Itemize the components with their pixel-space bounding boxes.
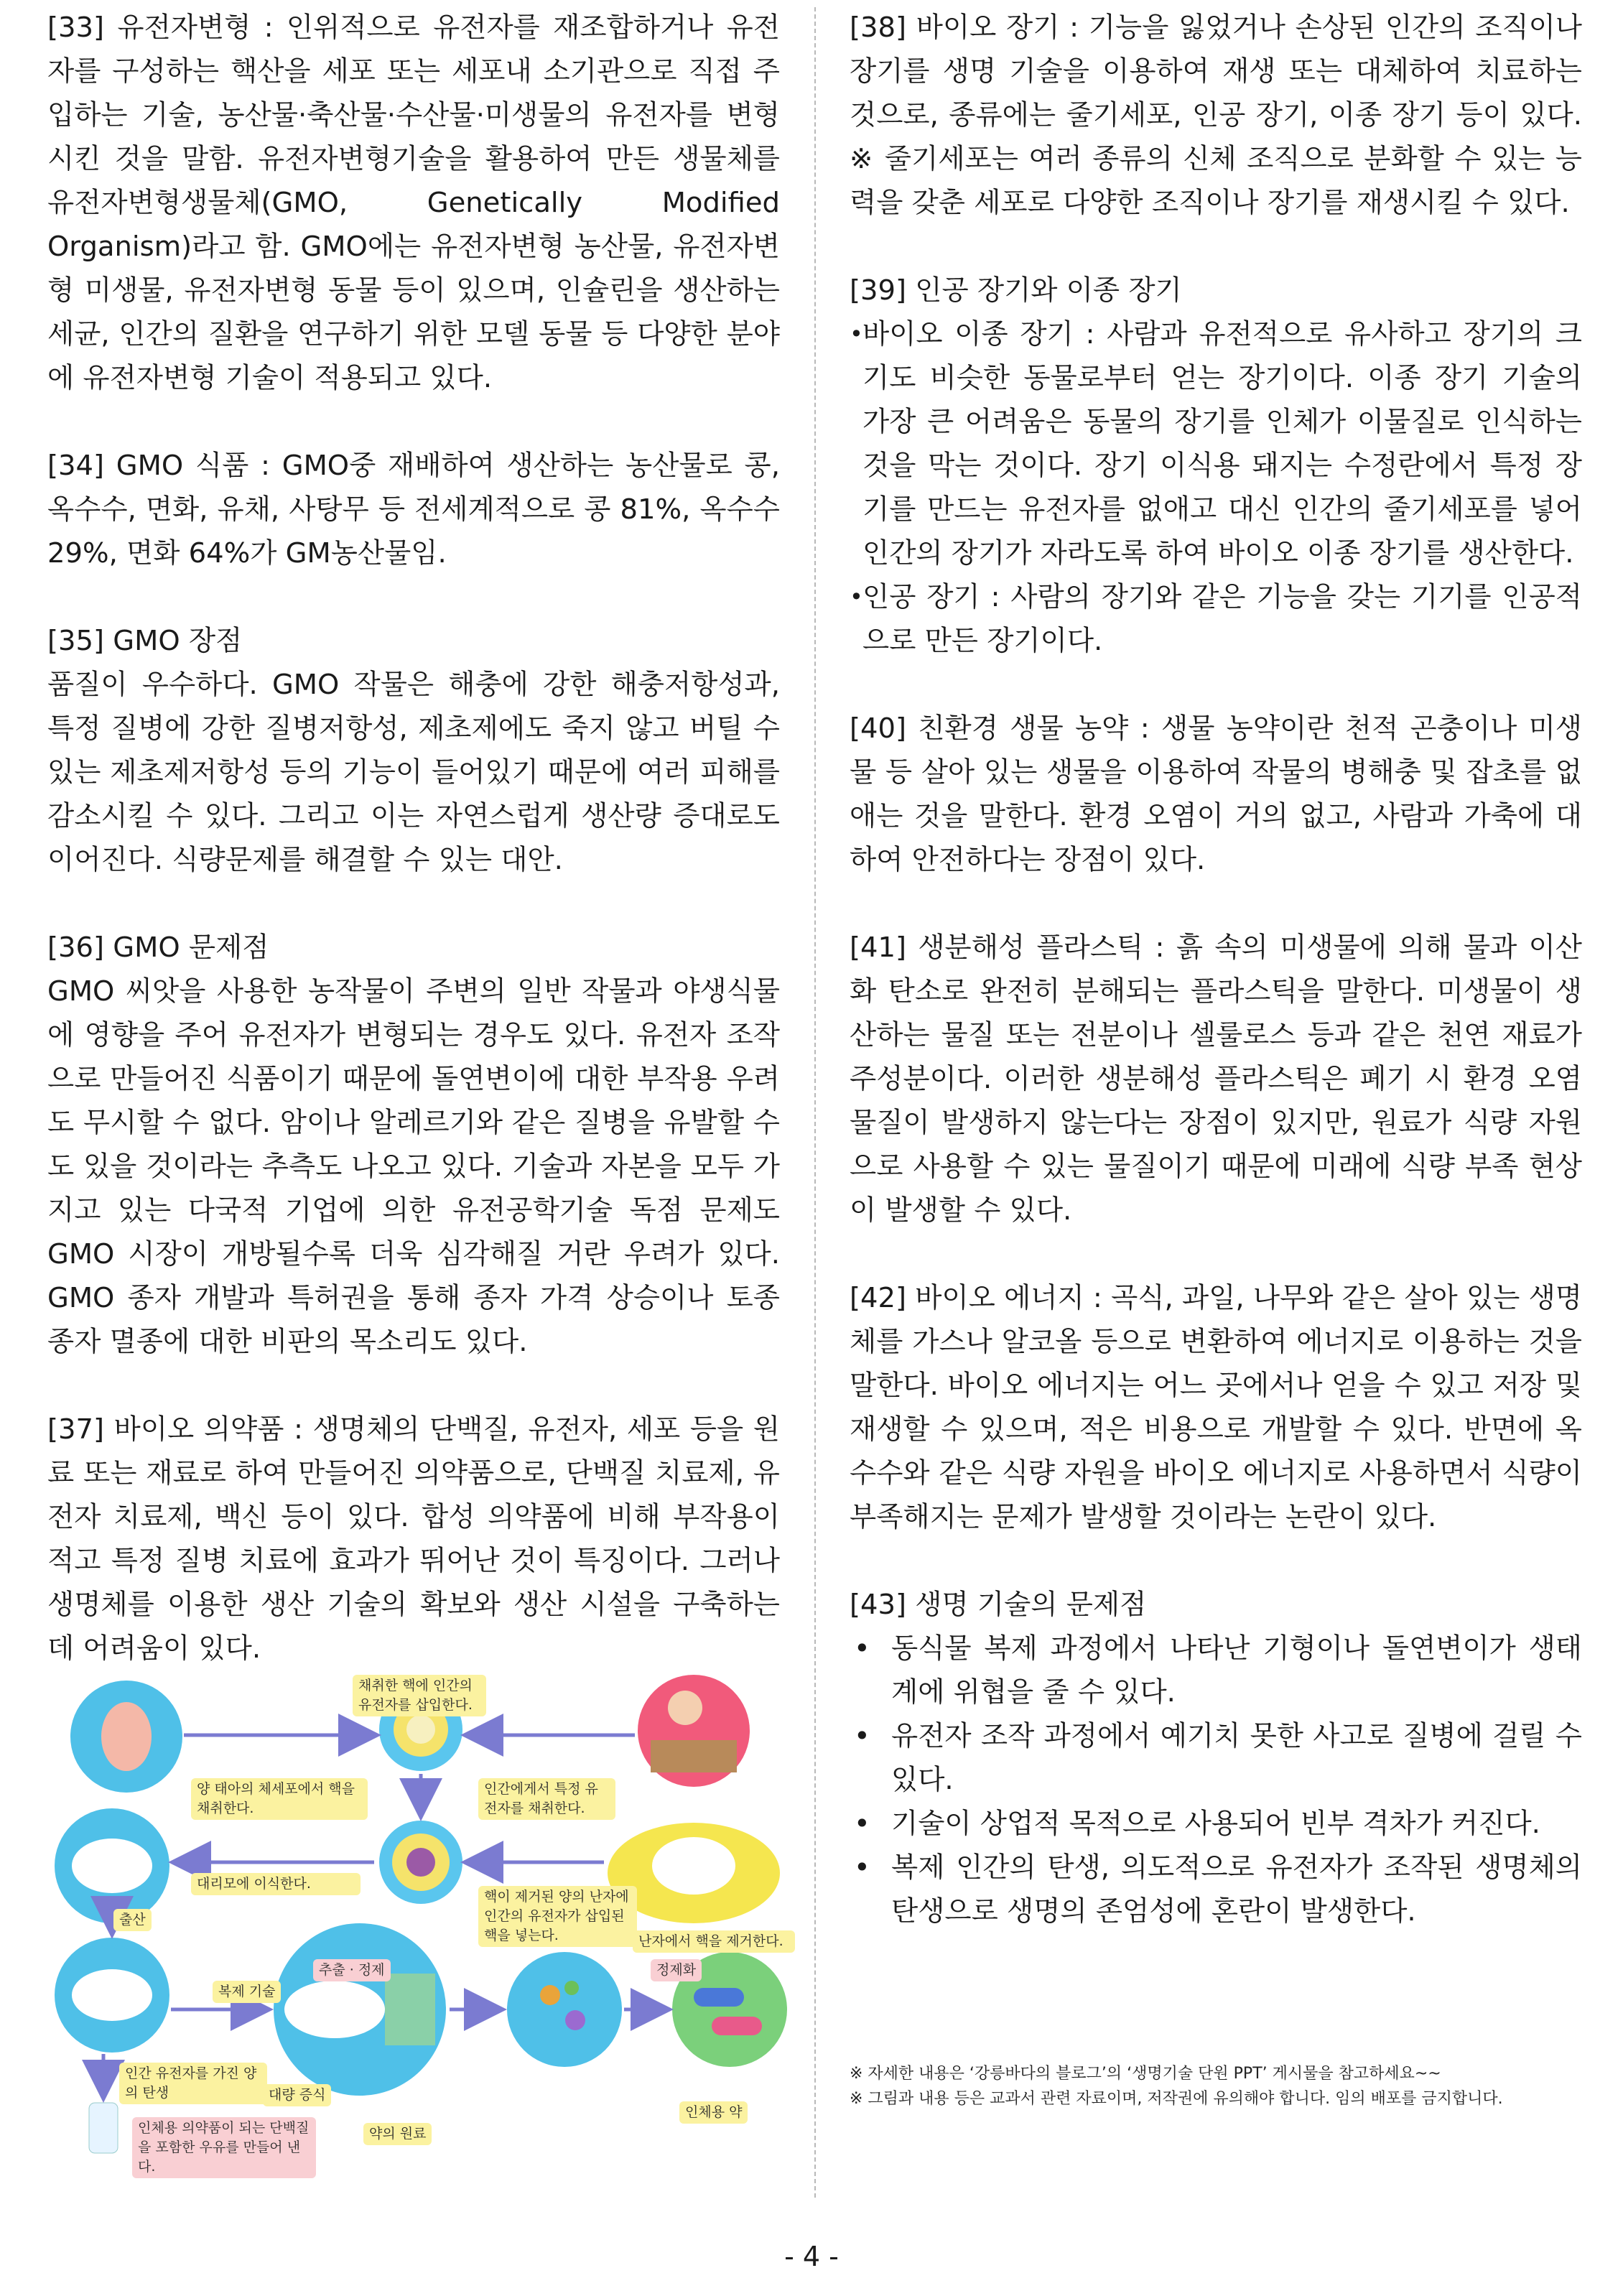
entry-33-text: [33] 유전자변형 : 인위적으로 유전자를 재조합하거나 유전자를 구성하는 핵산을 세포 또는 세포내 소기관으로 직접 주입하는 기술, 농산물·축산물·수산물·미생물의 유전자를 변형시킨 것을 말함. 유전자변형기술을 활용하여 만든 생물체를 유전자변형생물체(GMO, Genetically Modified Organism)라고 함. GMO에는 유전자변형 농산물, 유전자변형 미생물, 유전자변형 동물 등이 있으며, 인슐린을 생산하는 세균, 인간의 질환을 연구하기 위한 모델 동물 등 다양한 분야에 유전자변형 기술이 적용되고 있다.	[47, 11, 780, 394]
label-remove-nucleus: 난자에서 핵을 제거한다.	[633, 1930, 795, 1953]
milk-bottle-icon	[89, 2103, 118, 2153]
right-column	[850, 6, 1582, 1977]
scientist-icon	[668, 1691, 702, 1725]
label-transgenic-sheep: 인간 유전자를 가진 양의 탄생	[119, 2063, 267, 2104]
entry-37-text: [37] 바이오 의약품 : 생명체의 단백질, 유전자, 세포 등을 원료 또는 재료로 하여 만들어진 의약품으로, 단백질 치료제, 유전자 치료제, 백신 등이 있다. 합성 의약품에 비해 부작용이 적고 특정 질병 치료에 효과가 뛰어난 것이 특징이다. 그러나 생명체를 이용한 생산 기술의 확보와 생산 시설을 구축하는 데 어려움이 있다.	[47, 1413, 780, 1665]
entry-43-item: • 유전자 조작 과정에서 예기치 못한 사고로 질병에 걸릴 수 있다.	[850, 1714, 1582, 1802]
label-insert-gene: 채취한 핵에 인간의 유전자를 삽입한다.	[353, 1675, 486, 1716]
entry-43-item: • 동식물 복제 과정에서 나타난 기형이나 돌연변이가 생태계에 위협을 줄 수 있다.	[850, 1627, 1582, 1714]
label-embryo-nucleus: 양 태아의 체세포에서 핵을 채취한다.	[191, 1778, 368, 1820]
entry-34-text: [34] GMO 식품 : GMO중 재배하여 생산하는 농산물로 콩, 옥수수, 면화, 유채, 사탕무 등 전세계적으로 콩 81%, 옥수수 29%, 면화 64%가 GM농산물임.	[47, 450, 780, 570]
entry-43-title: [43] 생명 기술의 문제점	[850, 1589, 1147, 1621]
label-birth: 출산	[113, 1909, 152, 1931]
footnote-copyright: ※ 그림과 내용 등은 교과서 관련 자료이며, 저작권에 유의해야 합니다. 임의 배포를 금지합니다.	[850, 2090, 1503, 2108]
entry-35	[47, 619, 780, 882]
entry-43-item: • 기술이 상업적 목적으로 사용되어 빈부 격차가 커진다.	[850, 1802, 1582, 1846]
entry-35-text: 품질이 우수하다. GMO 작물은 해충에 강한 해충저항성과, 특정 질병에 강한 질병저항성, 제초제에도 죽지 않고 버틸 수 있는 제초제저항성 등의 기능이 들어있기 때문에 여러 피해를 감소시킬 수 있다. 그리고 이는 자연스럽게 생산량 증대로도 이어진다. 식량문제를 해결할 수 있는 대안.	[47, 669, 780, 876]
molecule-icon	[540, 1985, 560, 2005]
transgenic-sheep-icon	[72, 1969, 152, 2021]
entry-41-text: [41] 생분해성 플라스틱 : 흙 속의 미생물에 의해 물과 이산화 탄소로 완전히 분해되는 플라스틱을 말한다. 미생물이 생산하는 물질 또는 전분이나 셀룰로스 등과 같은 천연 재료가 주성분이다. 이러한 생분해성 플라스틱은 폐기 시 환경 오염 물질이 발생하지 않는다는 장점이 있지만, 원료가 식량 자원으로 사용할 수 있는 물질이기 때문에 미래에 식량 부족 현상이 발생할 수 있다.	[850, 931, 1582, 1227]
footnotes	[850, 2061, 1589, 2111]
label-human-drug: 인체용 약	[679, 2101, 748, 2124]
entry-38	[850, 6, 1582, 225]
entry-36-title: [36] GMO 문제점	[47, 931, 269, 964]
entry-39-bullet-artificial: • 인공 장기 : 사람의 장기와 같은 기능을 갖는 기기를 인공적으로 만든 장기이다.	[850, 575, 1582, 663]
entry-43	[850, 1583, 1582, 1933]
label-mass-growth: 대량 증식	[263, 2084, 331, 2106]
label-surrogate: 대리모에 이식한다.	[191, 1873, 361, 1895]
entry-36-text: GMO 씨앗을 사용한 농작물이 주변의 일반 작물과 야생식물에 영향을 주어 유전자가 변형되는 경우도 있다. 유전자 조작으로 만들어진 식품이기 때문에 돌연변이에 대한 부작용 우려도 무시할 수 없다. 암이나 알레르기와 같은 질병을 유발할 수도 있을 것이라는 추측도 나오고 있다. 기술과 자본을 모두 가지고 있는 다국적 기업에 의한 유전공학기술 독점 문제도 GMO 시장이 개방될수록 더욱 심각해질 거란 우려가 있다. GMO 종자 개발과 특허권을 통해 종자 가격 상승이나 토종 종자 멸종에 대한 비판의 목소리도 있다.	[47, 975, 780, 1358]
pill-icon	[694, 1988, 744, 2007]
label-milk: 인체용 의약품이 되는 단백질을 포함한 우유를 만들어 낸다.	[132, 2117, 316, 2178]
flock-icon	[284, 1981, 385, 2038]
embryo-icon	[101, 1702, 152, 1771]
label-extract: 추출 · 정제	[313, 1959, 391, 1981]
entry-37	[47, 1408, 780, 1670]
entry-36	[47, 926, 780, 1364]
label-human-gene: 인간에게서 특정 유전자를 채취한다.	[478, 1778, 615, 1820]
left-column	[47, 6, 780, 1714]
bottles-icon	[385, 1974, 435, 2045]
entry-33	[47, 6, 780, 400]
entry-43-item: • 복제 인간의 탄생, 의도적으로 유전자가 조작된 생명체의 탄생으로 생명의 존엄성에 혼란이 발생한다.	[850, 1846, 1582, 1933]
entry-39	[850, 269, 1582, 663]
entry-40-text: [40] 친환경 생물 농약 : 생물 농약이란 천적 곤충이나 미생물 등 살아 있는 생물을 이용하여 작물의 병해충 및 잡초를 없애는 것을 말한다. 환경 오염이 거의 없고, 사람과 가축에 대하여 안전하다는 장점이 있다.	[850, 712, 1582, 876]
page-number: - 4 -	[784, 2241, 839, 2272]
donor-sheep-icon	[652, 1837, 735, 1895]
transgenic-sheep-diagram	[47, 1672, 787, 2175]
entry-34	[47, 444, 780, 575]
footnote-blog: ※ 자세한 내용은 ‘강릉바다의 블로그’의 ‘생명기술 단원 PPT’ 게시물을 참고하세요~~	[850, 2065, 1441, 2083]
label-formulate: 정제화	[651, 1959, 702, 1981]
molecule-circle	[507, 1952, 622, 2067]
surrogate-sheep-icon	[72, 1839, 152, 1893]
entry-42	[850, 1276, 1582, 1539]
entry-42-text: [42] 바이오 에너지 : 곡식, 과일, 나무와 같은 살아 있는 생명체를 가스나 알코올 등으로 변환하여 에너지로 이용하는 것을 말한다. 바이오 에너지는 어느 곳에서나 얻을 수 있고 저장 및 재생할 수 있으며, 적은 비용으로 개발할 수 있다. 반면에 옥수수와 같은 식량 자원을 바이오 에너지로 사용하면서 식량이 부족해지는 문제가 발생할 것이라는 논란이 있다.	[850, 1282, 1582, 1533]
column-divider	[814, 7, 816, 2198]
label-clone: 복제 기술	[213, 1981, 281, 2003]
entry-41	[850, 926, 1582, 1232]
entry-38-text: [38] 바이오 장기 : 기능을 잃었거나 손상된 인간의 조직이나 장기를 생명 기술을 이용하여 재생 또는 대체하여 치료하는 것으로, 종류에는 줄기세포, 인공 장기, 이종 장기 등이 있다. ※ 줄기세포는 여러 종류의 신체 조직으로 분화할 수 있는 능력을 갖춘 세포로 다양한 조직이나 장기를 재생시킬 수 있다.	[850, 11, 1582, 219]
entry-35-title: [35] GMO 장점	[47, 625, 243, 657]
label-enucleated-egg: 핵이 제거된 양의 난자에 인간의 유전자가 삽입된 핵을 넣는다.	[478, 1886, 637, 1947]
entry-40	[850, 707, 1582, 882]
label-raw-material: 약의 원료	[363, 2123, 432, 2145]
lab-desk-icon	[651, 1740, 737, 1772]
entry-39-bullet-xeno: • 바이오 이종 장기 : 사람과 유전적으로 유사하고 장기의 크기도 비슷한 동물로부터 얻는 장기이다. 이종 장기 기술의 가장 큰 어려움은 동물의 장기를 인체가 이물질로 인식하는 것을 막는 것이다. 장기 이식용 돼지는 수정란에서 특정 장기를 만드는 유전자를 없애고 대신 인간의 줄기세포를 넣어 인간의 장기가 자라도록 하여 바이오 이종 장기를 생산한다.	[850, 312, 1582, 575]
entry-39-title: [39] 인공 장기와 이종 장기	[850, 274, 1182, 307]
